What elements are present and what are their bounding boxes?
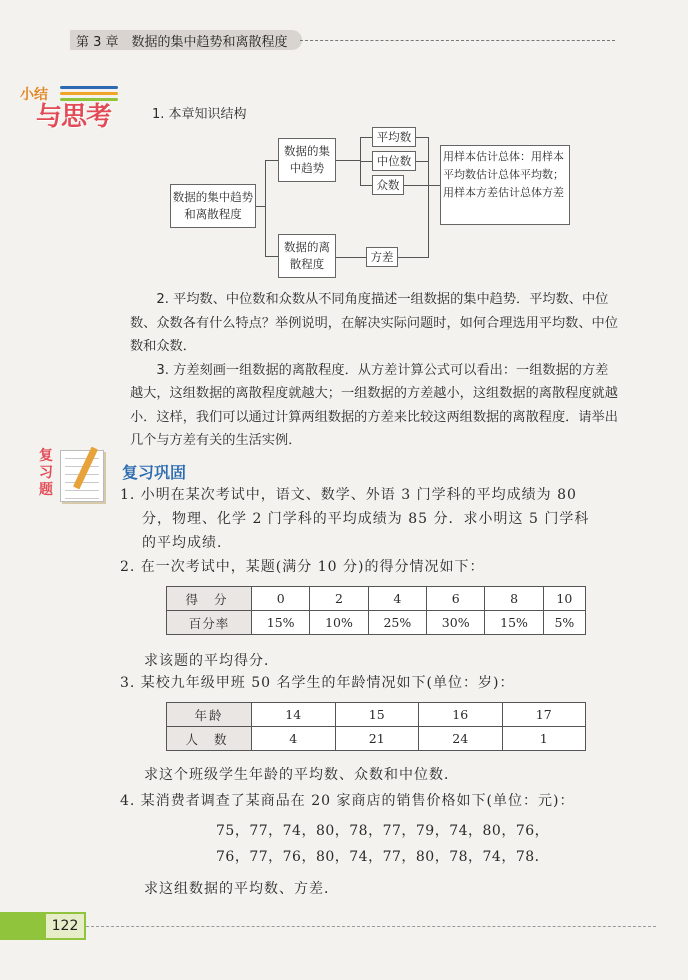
q2-ask: 求该题的平均得分． bbox=[144, 653, 279, 669]
table-cell: 30% bbox=[427, 611, 485, 635]
diagram-connector bbox=[360, 161, 372, 162]
diagram-mode: 众数 bbox=[372, 175, 404, 195]
q4-text: 4. 某消费者调查了某商品在 20 家商店的销售价格如下(单位：元)： bbox=[120, 793, 575, 809]
chapter-title: 第 3 章 数据的集中趋势和离散程度 bbox=[76, 35, 288, 50]
q1-line1: 1. 小明在某次考试中，语文、数学、外语 3 门学科的平均成绩为 80 bbox=[120, 487, 577, 503]
diagram-connector bbox=[360, 185, 372, 186]
summary-para3: 3. 方差刻画一组数据的离散程度．从方差计算公式可以看出：一组数据的方差越大，这组数据的离散程度就越大；一组数据的方差越小，这组数据的离散程度就越小．这样，我们可以通过计算两组数据的方差来比较这两组数据的离散程度．请举出几个与方差有关的生活实例． bbox=[130, 362, 618, 448]
summary-logo bbox=[16, 78, 126, 130]
diagram-connector bbox=[428, 185, 440, 186]
diagram-connector bbox=[336, 257, 366, 258]
table-row bbox=[167, 703, 586, 727]
table-cell: 17 bbox=[502, 703, 586, 727]
table-cell: 16 bbox=[419, 703, 503, 727]
diagram-root: 数据的集中趋势和离散程度 bbox=[170, 184, 256, 228]
diagram-median: 中位数 bbox=[372, 151, 416, 171]
diagram-connector bbox=[360, 137, 372, 138]
table-cell: 15% bbox=[485, 611, 543, 635]
diagram-connector bbox=[428, 137, 429, 258]
q2-text: 2. 在一次考试中，某题(满分 10 分)的得分情况如下： bbox=[120, 559, 485, 575]
table-cell: 10 bbox=[543, 587, 585, 611]
diagram-estimate: 用样本估计总体：用样本平均数估计总体平均数；用样本方差估计总体方差 bbox=[440, 145, 570, 225]
summary-logo-large: 与思考 bbox=[36, 102, 112, 132]
table-cell: 6 bbox=[427, 587, 485, 611]
review-title: 复习巩固 bbox=[122, 463, 187, 482]
diagram-connector bbox=[265, 256, 278, 257]
table-cell: 24 bbox=[419, 727, 503, 751]
footer-dashed-rule bbox=[86, 926, 656, 927]
q4-data-line1: 75，77，74，80，78，77，79，74，80，76， bbox=[216, 823, 550, 839]
diagram-connector bbox=[265, 160, 278, 161]
diagram-connector bbox=[265, 160, 266, 256]
q2-table bbox=[166, 586, 586, 635]
diagram-connector bbox=[416, 137, 428, 138]
table-cell: 14 bbox=[252, 703, 336, 727]
q1-line2: 分，物理、化学 2 门学科的平均成绩为 85 分．求小明这 5 门学科 bbox=[142, 511, 590, 527]
table-row bbox=[167, 727, 586, 751]
table-cell: 21 bbox=[335, 727, 419, 751]
table-cell: 15 bbox=[335, 703, 419, 727]
page-number: 122 bbox=[46, 914, 84, 938]
table-header-cell: 得 分 bbox=[167, 587, 252, 611]
q1-line3: 的平均成绩． bbox=[142, 535, 232, 551]
diagram-central: 数据的集中趋势 bbox=[278, 138, 336, 182]
table-row bbox=[167, 587, 586, 611]
table-cell: 2 bbox=[310, 587, 368, 611]
table-header-cell: 百分率 bbox=[167, 611, 252, 635]
diagram-mean: 平均数 bbox=[372, 127, 416, 147]
table-cell: 4 bbox=[252, 727, 336, 751]
table-cell: 0 bbox=[252, 587, 310, 611]
summary-logo-small: 小结 bbox=[20, 87, 48, 103]
table-header-cell: 年龄 bbox=[167, 703, 252, 727]
header-dashed-rule bbox=[300, 40, 615, 41]
diagram-connector bbox=[404, 185, 428, 186]
section1-title: 1. 本章知识结构 bbox=[152, 107, 247, 122]
diagram-connector bbox=[416, 161, 428, 162]
table-cell: 10% bbox=[310, 611, 368, 635]
diagram-variance: 方差 bbox=[366, 247, 398, 267]
table-row bbox=[167, 611, 586, 635]
q3-ask: 求这个班级学生年龄的平均数、众数和中位数． bbox=[144, 767, 459, 783]
page-header bbox=[0, 0, 688, 52]
table-cell: 1 bbox=[502, 727, 586, 751]
q4-ask: 求这组数据的平均数、方差． bbox=[144, 881, 339, 897]
summary-para2: 2. 平均数、中位数和众数从不同角度描述一组数据的集中趋势．平均数、中位数、众数各有什么特点？举例说明，在解决实际问题时，如何合理选用平均数、中位数和众数． bbox=[130, 292, 618, 354]
table-cell: 15% bbox=[252, 611, 310, 635]
table-cell: 4 bbox=[368, 587, 426, 611]
table-cell: 5% bbox=[543, 611, 585, 635]
q3-text: 3. 某校九年级甲班 50 名学生的年龄情况如下(单位：岁)： bbox=[120, 675, 515, 691]
review-logo bbox=[30, 446, 106, 504]
summary-paragraphs bbox=[130, 288, 620, 453]
table-header-cell: 人 数 bbox=[167, 727, 252, 751]
table-cell: 8 bbox=[485, 587, 543, 611]
q3-table bbox=[166, 702, 586, 751]
diagram-dispersion: 数据的离散程度 bbox=[278, 234, 336, 278]
diagram-connector bbox=[398, 257, 428, 258]
q4-data-line2: 76，77，76，80，74，77，80，78，74，78． bbox=[216, 849, 550, 865]
review-logo-text: 复习题 bbox=[39, 448, 53, 498]
table-cell: 25% bbox=[368, 611, 426, 635]
diagram-connector bbox=[336, 160, 360, 161]
